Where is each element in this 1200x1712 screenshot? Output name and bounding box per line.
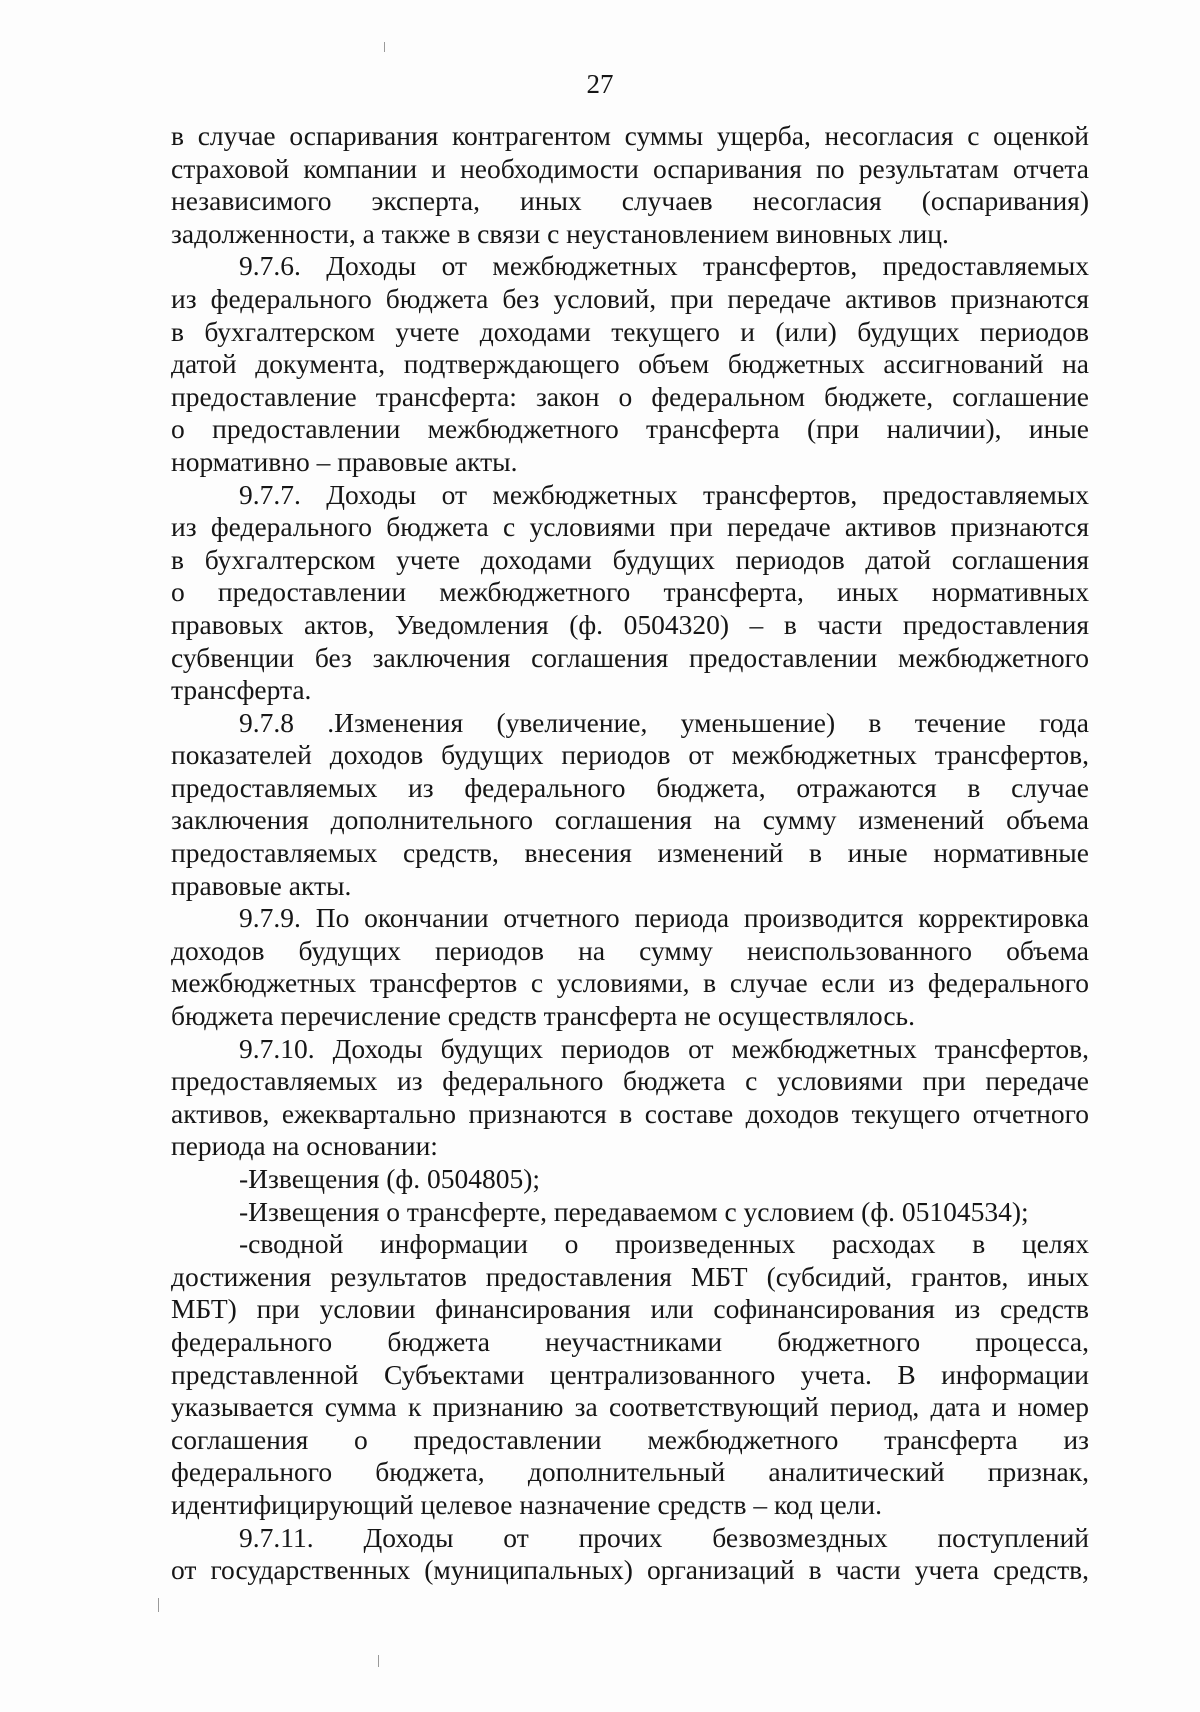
text-line: 9.7.7. Доходы от межбюджетных трансфертов, предоставляемых <box>239 478 1089 510</box>
text-line: 9.7.6. Доходы от межбюджетных трансфертов, предоставляемых <box>239 250 1089 282</box>
text-line: представленной Субъектами централизованного учета. В информации <box>171 1358 1089 1390</box>
text-line: о предоставлении межбюджетного трансферта, иных нормативных <box>171 576 1089 608</box>
text-line: активов, ежеквартально признаются в составе доходов текущего отчетного <box>171 1097 1089 1129</box>
text-line: предоставление трансферта: закон о федеральном бюджете, соглашение <box>171 380 1089 412</box>
document-body <box>171 120 1089 1587</box>
text-line: показателей доходов будущих периодов от межбюджетных трансфертов, <box>171 739 1089 771</box>
text-line: МБТ) при условии финансирования или софинансирования из средств <box>171 1293 1089 1325</box>
text-line: 9.7.11. Доходы от прочих безвозмездных поступлений <box>239 1521 1089 1553</box>
text-line: предоставляемых из федерального бюджета с условиями при передаче <box>171 1065 1089 1097</box>
text-line: в случае оспаривания контрагентом суммы ущерба, несогласия с оценкой <box>171 120 1089 151</box>
text-line: межбюджетных трансфертов с условиями, в случае если из федерального <box>171 967 1089 999</box>
text-line: трансферта. <box>171 674 312 706</box>
text-line: из федерального бюджета с условиями при передаче активов признаются <box>171 511 1089 543</box>
text-line: указывается сумма к признанию за соответствующий период, дата и номер <box>171 1391 1089 1423</box>
text-line: федерального бюджета, дополнительный аналитический признак, <box>171 1456 1089 1488</box>
text-line: -Извещения (ф. 0504805); <box>239 1163 541 1194</box>
text-line: датой документа, подтверждающего объем бюджетных ассигнований на <box>171 348 1089 380</box>
text-line: страховой компании и необходимости оспаривания по результатам отчета <box>171 152 1089 184</box>
text-line: доходов будущих периодов на сумму неиспользованного объема <box>171 934 1089 966</box>
text-line: нормативно – правовые акты. <box>171 445 518 477</box>
scan-artifact-left <box>158 1598 159 1612</box>
text-line: соглашения о предоставлении межбюджетного трансферта из <box>171 1423 1089 1455</box>
text-line: правовые акты. <box>171 869 352 901</box>
text-line: из федерального бюджета без условий, при передаче активов признаются <box>171 282 1089 314</box>
scan-artifact-top <box>384 42 385 52</box>
text-line: бюджета перечисление средств трансферта не осуществлялось. <box>171 1000 915 1032</box>
text-line: федерального бюджета неучастниками бюджетного процесса, <box>171 1325 1089 1357</box>
text-line: достижения результатов предоставления МБТ (субсидий, грантов, иных <box>171 1260 1089 1292</box>
text-line: в бухгалтерском учете доходами будущих периодов датой соглашения <box>171 543 1089 575</box>
text-line: 9.7.10. Доходы будущих периодов от межбюджетных трансфертов, <box>239 1032 1089 1064</box>
page-number: 27 <box>586 69 614 99</box>
text-line: независимого эксперта, иных случаев несогласия (оспаривания) <box>171 185 1089 217</box>
text-line: предоставляемых из федерального бюджета, отражаются в случае <box>171 771 1089 803</box>
text-line: 9.7.8 .Изменения (увеличение, уменьшение) в течение года <box>239 706 1089 738</box>
text-line: периода на основании: <box>171 1130 438 1162</box>
text-line: от государственных (муниципальных) организаций в части учета средств, <box>171 1554 1089 1586</box>
text-line: в бухгалтерском учете доходами текущего и (или) будущих периодов <box>171 315 1089 347</box>
text-line: задолженности, а также в связи с неустановлением виновных лиц. <box>171 217 949 249</box>
text-line: о предоставлении межбюджетного трансферта (при наличии), иные <box>171 413 1089 445</box>
text-line: -сводной информации о произведенных расходах в целях <box>239 1228 1089 1260</box>
text-line: правовых актов, Уведомления (ф. 0504320) – в части предоставления <box>171 608 1089 640</box>
text-line: 9.7.9. По окончании отчетного периода производится корректировка <box>239 902 1089 934</box>
text-line: заключения дополнительного соглашения на сумму изменений объема <box>171 804 1089 836</box>
scan-artifact-bottom <box>378 1655 379 1667</box>
text-line: предоставляемых средств, внесения изменений в иные нормативные <box>171 837 1089 869</box>
text-line: -Извещения о трансферте, передаваемом с условием (ф. 05104534); <box>239 1195 1029 1227</box>
text-line: субвенции без заключения соглашения предоставлении межбюджетного <box>171 641 1089 673</box>
text-line: идентифицирующий целевое назначение средств – код цели. <box>171 1488 882 1520</box>
